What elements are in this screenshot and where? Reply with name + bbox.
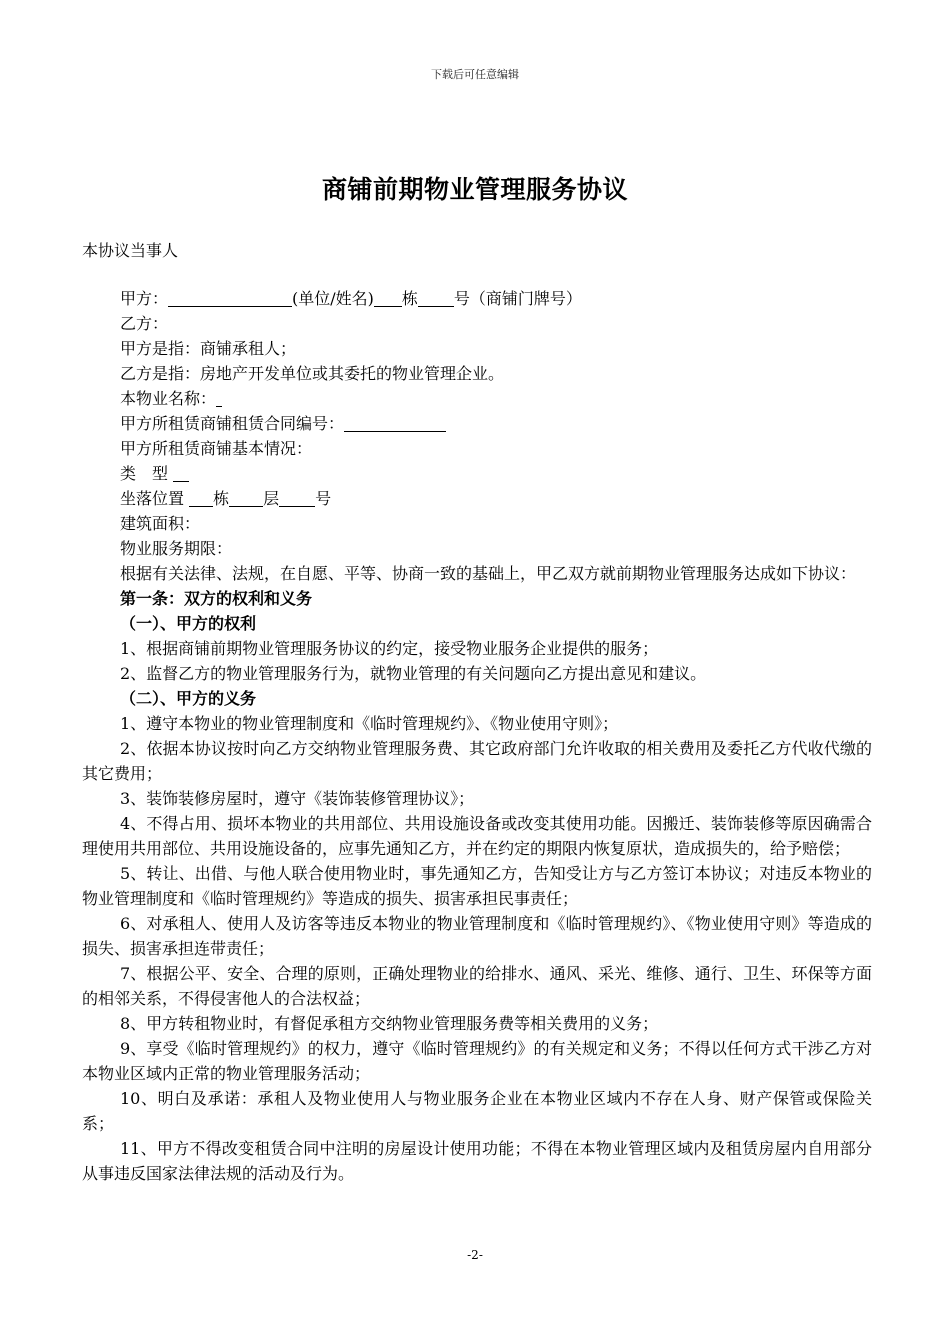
type-line <box>82 461 872 486</box>
blank-party-a-name <box>168 289 292 307</box>
duties-item: 2、依据本协议按时向乙方交纳物业管理服务费、其它政府部门允许收取的相关费用及委托乙方代收代缴的其它费用； <box>82 739 872 783</box>
basic-info-line: 甲方所租赁商铺基本情况： <box>120 439 313 458</box>
duties-item: 9、享受《临时管理规约》的权力，遵守《临时管理规约》的有关规定和义务；不得以任何方式干涉乙方对本物业区域内正常的物业管理服务活动； <box>82 1039 872 1083</box>
property-name-label: 本物业名称： <box>120 389 217 408</box>
area-line: 建筑面积： <box>120 514 201 533</box>
duties-item: 11、甲方不得改变租赁合同中注明的房屋设计使用功能；不得在本物业管理区域内及租赁房屋内自用部分从事违反国家法律法规的活动及行为。 <box>82 1139 872 1183</box>
term-line: 物业服务期限： <box>120 539 233 558</box>
contract-number-line <box>82 411 872 436</box>
duties-item: 4、不得占用、损坏本物业的共用部位、共用设施设备或改变其使用功能。因搬迁、装饰装修等原因确需合理使用共用部位、共用设施设备的，应事先通知乙方，并在约定的期限内恢复原状，造成损失的，给予赔偿； <box>82 814 872 858</box>
blank-number <box>418 289 454 307</box>
location-building-label: 栋 <box>213 489 230 508</box>
location-line <box>82 486 872 511</box>
article-1-heading: 第一条：双方的权利和义务 <box>120 589 313 608</box>
property-name-line <box>82 386 872 411</box>
duties-item: 10、明白及承诺：承租人及物业使用人与物业服务企业在本物业区域内不存在人身、财产保管或保险关系； <box>82 1089 872 1133</box>
header-note: 下载后可任意编辑 <box>431 68 519 81</box>
rights-item: 1、根据商铺前期物业管理服务协议的约定，接受物业服务企业提供的服务； <box>120 639 659 658</box>
duties-item: 5、转让、出借、与他人联合使用物业时，事先通知乙方，告知受让方与乙方签订本协议；对违反本物业的物业管理制度和《临时管理规约》等造成的损失、损害承担民事责任； <box>82 864 872 908</box>
document-body <box>82 286 872 1186</box>
party-b-definition: 乙方是指：房地产开发单位或其委托的物业管理企业。 <box>120 364 505 383</box>
duties-item: 7、根据公平、安全、合理的原则，正确处理物业的给排水、通风、采光、维修、通行、卫生、环保等方面的相邻关系，不得侵害他人的合法权益； <box>82 964 872 1008</box>
blank-property-name <box>216 389 222 407</box>
duties-item: 3、装饰装修房屋时，遵守《装饰装修管理协议》； <box>120 789 475 808</box>
blank-location-floor <box>229 489 263 507</box>
duties-item: 6、对承租人、使用人及访客等违反本物业的物业管理制度和《临时管理规约》、《物业使用守则》等造成的损失、损害承担连带责任； <box>82 914 872 958</box>
blank-type <box>173 464 189 482</box>
party-a-line <box>82 286 872 311</box>
duties-item: 8、甲方转租物业时，有督促承租方交纳物业管理服务费等相关费用的义务； <box>120 1014 659 1033</box>
party-a-building-label: 栋 <box>401 289 418 308</box>
blank-building <box>374 289 402 307</box>
intro-line: 本协议当事人 <box>82 241 179 260</box>
blank-location-number <box>279 489 315 507</box>
contract-number-label: 甲方所租赁商铺租赁合同编号： <box>120 414 345 433</box>
party-a-number-label: 号（商铺门牌号） <box>453 289 582 308</box>
party-a-unit-label: (单位/姓名) <box>292 289 374 308</box>
party-a-label: 甲方： <box>120 289 169 308</box>
party-a-definition: 甲方是指：商铺承租人； <box>120 339 297 358</box>
location-floor-label: 层 <box>263 489 280 508</box>
type-label: 类 型 <box>120 464 169 483</box>
document-title: 商铺前期物业管理服务协议 <box>321 175 628 204</box>
page-number: -2- <box>467 1248 483 1262</box>
blank-location-building <box>189 489 213 507</box>
location-label: 坐落位置 <box>120 489 185 508</box>
section-2-heading: （二）、甲方的义务 <box>120 689 257 708</box>
rights-item: 2、监督乙方的物业管理服务行为，就物业管理的有关问题向乙方提出意见和建议。 <box>120 664 707 683</box>
location-number-label: 号 <box>315 489 332 508</box>
preamble: 根据有关法律、法规，在自愿、平等、协商一致的基础上，甲乙双方就前期物业管理服务达成如下协议： <box>120 564 857 583</box>
section-1-heading: （一）、甲方的权利 <box>120 614 257 633</box>
party-b-line: 乙方： <box>120 314 169 333</box>
blank-contract-number <box>344 414 446 432</box>
duties-item: 1、遵守本物业的物业管理制度和《临时管理规约》、《物业使用守则》； <box>120 714 619 733</box>
